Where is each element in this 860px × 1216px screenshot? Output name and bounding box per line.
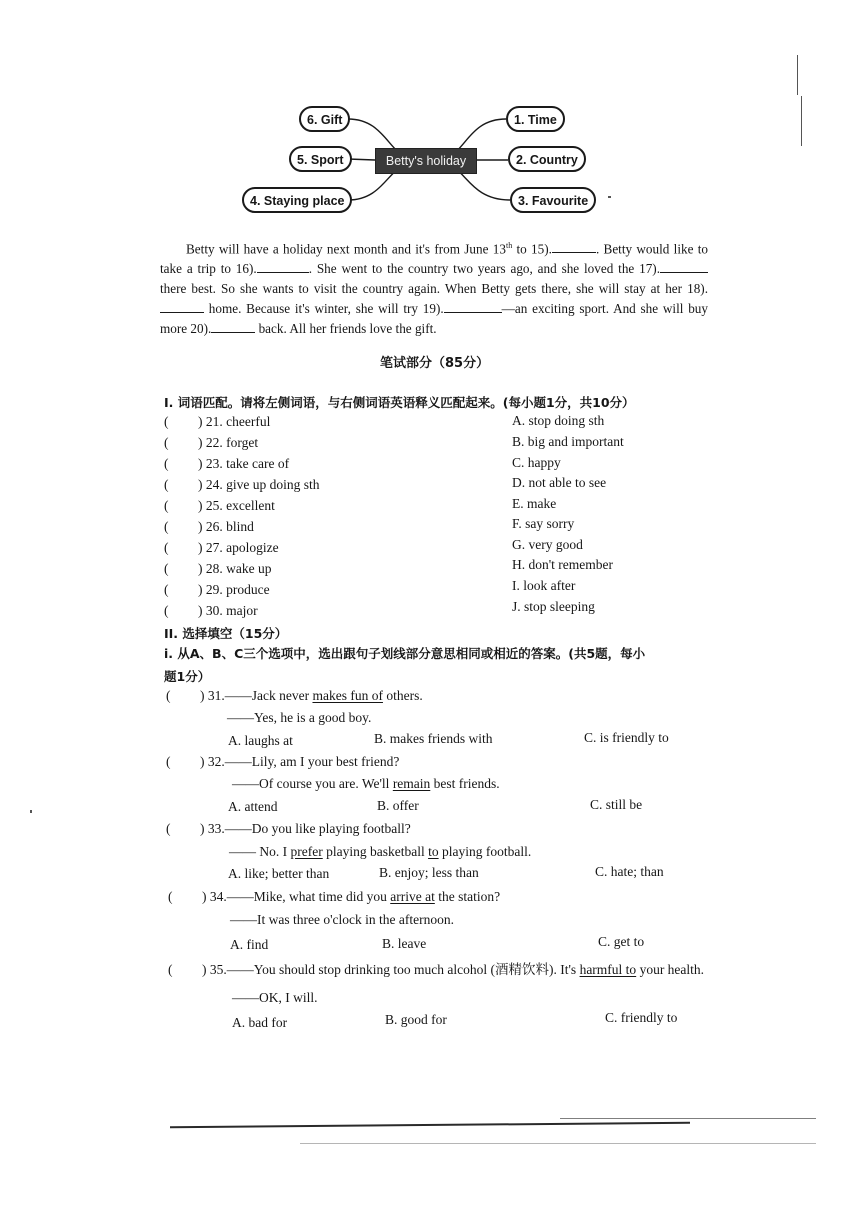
reply-32: ——Of course you are. We'll remain best friends. — [232, 776, 500, 791]
bottom-rule — [300, 1143, 816, 1144]
option-32-b[interactable]: B. offer — [377, 798, 419, 813]
passage-text: —an exciting sport. And she will buy more 20). — [160, 301, 708, 337]
definition-item: E. make — [512, 496, 557, 511]
reply-35: ——OK, I will. — [232, 990, 318, 1005]
definition-item: C. happy — [512, 455, 561, 470]
scan-dot — [30, 810, 32, 813]
scan-edge-mark — [801, 96, 802, 146]
option-34-a[interactable]: A. find — [230, 937, 269, 952]
match-item: ( ) 30. major — [164, 603, 258, 618]
definition-item: G. very good — [512, 537, 583, 552]
match-item: ( ) 25. excellent — [164, 498, 275, 513]
answer-blank-20[interactable] — [211, 320, 255, 333]
definition-item: D. not able to see — [512, 475, 607, 490]
option-31-a[interactable]: A. laughs at — [228, 733, 293, 748]
definition-item: I. look after — [512, 578, 576, 593]
bottom-rule — [560, 1118, 816, 1119]
passage-text: Betty will have a holiday next month and it's from June 13 — [186, 241, 506, 257]
option-32-a[interactable]: A. attend — [228, 799, 278, 814]
answer-blank-16[interactable] — [257, 260, 309, 273]
definition-item: J. stop sleeping — [512, 599, 595, 614]
option-35-b[interactable]: B. good for — [385, 1012, 447, 1027]
match-item: ( ) 28. wake up — [164, 561, 272, 576]
passage-text: . She went to the country two years ago, and she loved the 17). — [308, 261, 661, 277]
answer-blank-15[interactable] — [552, 240, 596, 253]
answer-blank-18[interactable] — [160, 300, 204, 313]
option-31-c[interactable]: C. is friendly to — [584, 730, 669, 745]
underlined-phrase: makes fun of — [312, 688, 383, 703]
underlined-phrase: to — [428, 844, 439, 859]
question-32: ( ) 32.——Lily, am I your best friend? — [166, 754, 400, 769]
bottom-rule — [170, 1122, 690, 1129]
mind-map-node-staying-place: 4. Staying place — [242, 187, 352, 213]
underlined-phrase: prefer — [290, 844, 323, 859]
underlined-phrase: arrive at — [390, 889, 435, 904]
mind-map-node-sport: 5. Sport — [289, 146, 352, 172]
match-item: ( ) 21. cheerful — [164, 414, 271, 429]
passage-sup: th — [505, 241, 513, 250]
written-part-title: 笔试部分（85分） — [380, 356, 490, 371]
passage — [160, 236, 708, 339]
answer-blank-17[interactable] — [660, 260, 708, 273]
match-item: ( ) 23. take care of — [164, 456, 290, 471]
option-34-c[interactable]: C. get to — [598, 934, 645, 949]
mind-map-center: Betty's holiday — [375, 148, 477, 174]
mind-map-node-country: 2. Country — [508, 146, 586, 172]
question-31: ( ) 31.——Jack never makes fun of others. — [166, 688, 423, 703]
option-33-b[interactable]: B. enjoy; less than — [379, 865, 479, 880]
definition-item: F. say sorry — [512, 516, 575, 531]
section-2-sub-heading: i. 从A、B、C三个选项中，选出跟句子划线部分意思相同或相近的答案。(共5题，每小 — [164, 646, 646, 661]
reply-31: ——Yes, he is a good boy. — [227, 710, 372, 725]
match-item: ( ) 22. forget — [164, 435, 259, 450]
match-item: ( ) 24. give up doing sth — [164, 477, 320, 492]
option-34-b[interactable]: B. leave — [382, 936, 427, 951]
answer-blank-19[interactable] — [444, 300, 502, 313]
match-item: ( ) 29. produce — [164, 582, 270, 597]
definition-item: B. big and important — [512, 434, 624, 449]
section-2-heading: II. 选择填空（15分） — [164, 626, 288, 641]
mind-map-node-favourite: 3. Favourite — [510, 187, 596, 213]
question-35: ( ) 35.——You should stop drinking too much alcohol (酒精饮料). It's harmful to your health. — [168, 962, 705, 977]
option-32-c[interactable]: C. still be — [590, 797, 643, 812]
scan-edge-mark — [797, 55, 798, 95]
option-35-a[interactable]: A. bad for — [232, 1015, 288, 1030]
passage-text: home. Because it's winter, she will try 19). — [204, 301, 444, 317]
definition-item: H. don't remember — [512, 557, 614, 572]
reply-34: ——It was three o'clock in the afternoon. — [230, 912, 454, 927]
question-34: ( ) 34.——Mike, what time did you arrive at the station? — [168, 889, 501, 904]
mind-map-node-time: 1. Time — [506, 106, 565, 132]
section-1-heading: I. 词语匹配。请将左侧词语，与右侧词语英语释义匹配起来。(每小题1分，共10分） — [164, 395, 635, 410]
section-2-sub-heading: 题1分） — [164, 669, 211, 684]
match-item: ( ) 26. blind — [164, 519, 254, 534]
underlined-phrase: harmful to — [579, 962, 637, 977]
passage-text: there best. So she wants to visit the country again. When Betty gets there, she will stay at her 18). — [160, 281, 708, 297]
mind-map — [238, 96, 618, 222]
mind-map-node-gift: 6. Gift — [299, 106, 350, 132]
option-33-a[interactable]: A. like; better than — [228, 866, 330, 881]
option-33-c[interactable]: C. hate; than — [595, 864, 664, 879]
option-35-c[interactable]: C. friendly to — [605, 1010, 678, 1025]
passage-text: . Betty would like to take a trip to 16). — [160, 241, 709, 277]
reply-33: —— No. I prefer playing basketball to playing football. — [229, 844, 532, 859]
match-item: ( ) 27. apologize — [164, 540, 279, 555]
question-33: ( ) 33.——Do you like playing football? — [166, 821, 411, 836]
underlined-phrase: remain — [392, 776, 431, 791]
definition-item: A. stop doing sth — [512, 413, 605, 428]
passage-text: to 15). — [512, 241, 552, 257]
option-31-b[interactable]: B. makes friends with — [374, 731, 493, 746]
passage-text: back. All her friends love the gift. — [255, 321, 437, 337]
